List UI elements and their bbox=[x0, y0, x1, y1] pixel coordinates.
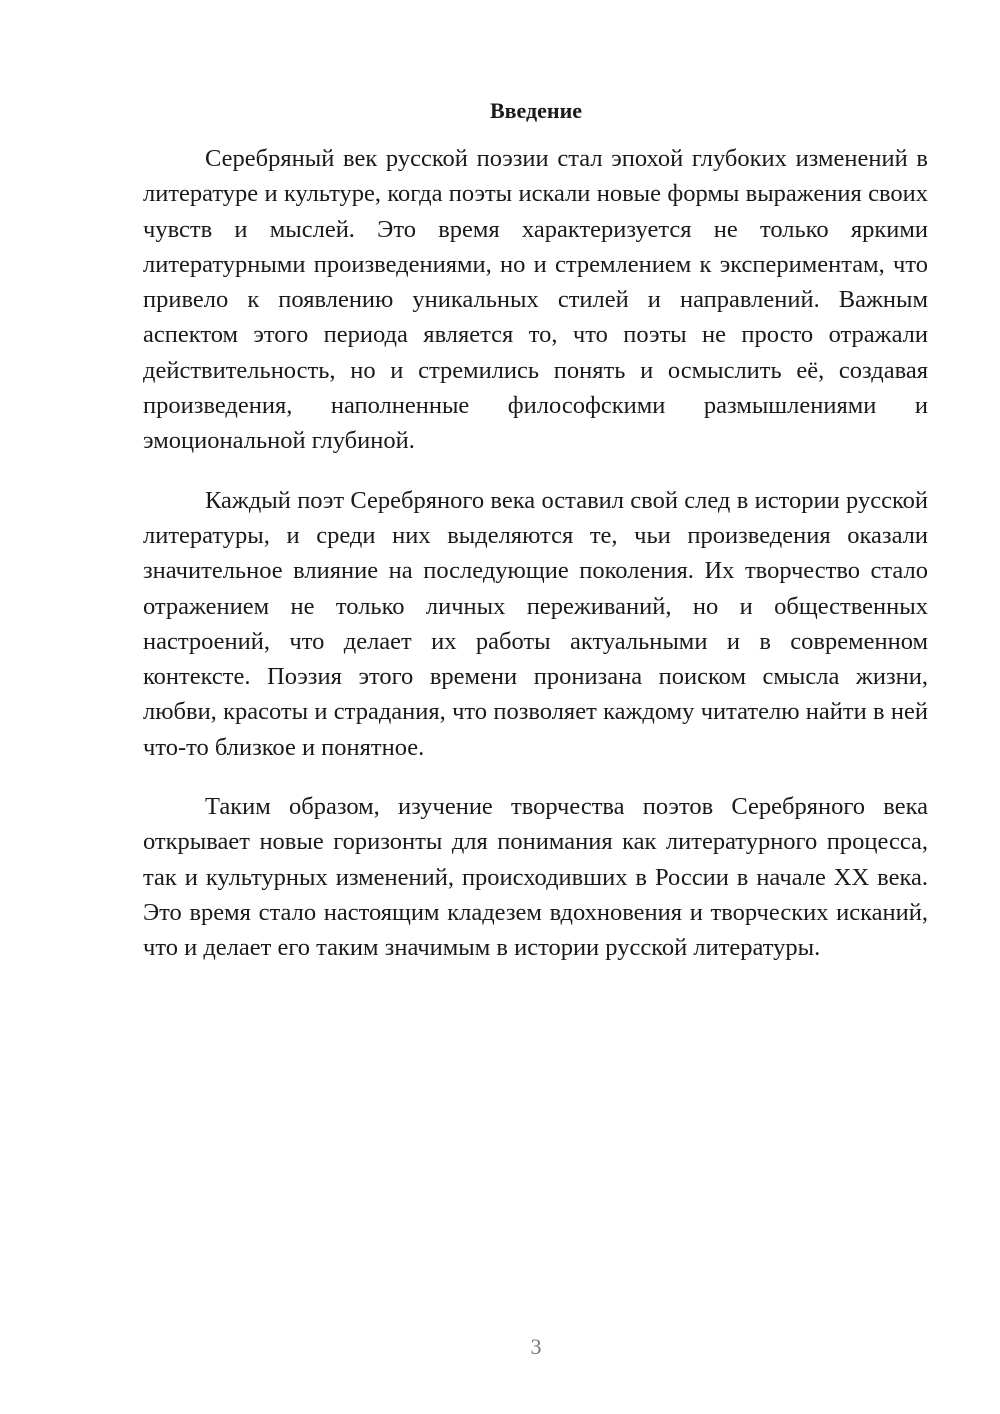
paragraph-2: Каждый поэт Серебряного века оставил свой след в истории русской литературы, и среди них выделяются те, чьи произведения оказали значительное влияние на последующие поколения. Их творчество стало отражением не только личных переживаний, но и общественных настроений, что делает их работы актуальными и в современном контексте. Поэзия этого времени пронизана поиском смысла жизни, любви, красоты и страдания, что позволяет каждому читателю найти в ней что-то близкое и понятное. bbox=[143, 486, 928, 761]
paragraph-1: Серебряный век русской поэзии стал эпохой глубоких изменений в литературе и культуре, когда поэты искали новые формы выражения своих чувств и мыслей. Это время характеризуется не только яркими литературными произведениями, но и стремлением к экспериментам, что привело к появлению уникальных стилей и направлений. Важным аспектом этого периода является то, что поэты не просто отражали действительность, но и стремились понять и осмыслить её, создавая произведения, наполненные философскими размышлениями и эмоциональной глубиной. bbox=[143, 145, 928, 455]
document-body bbox=[143, 141, 928, 990]
page-title: Введение bbox=[489, 98, 583, 123]
paragraph-3: Таким образом, изучение творчества поэтов Серебряного века открывает новые горизонты для понимания как литературного процесса, так и культурных изменений, происходивших в России в начале XX века. Это время стало настоящим кладезем вдохновения и творческих исканий, что и делает его таким значимым в истории русской литературы. bbox=[143, 793, 928, 962]
page-number: 3 bbox=[530, 1334, 542, 1359]
